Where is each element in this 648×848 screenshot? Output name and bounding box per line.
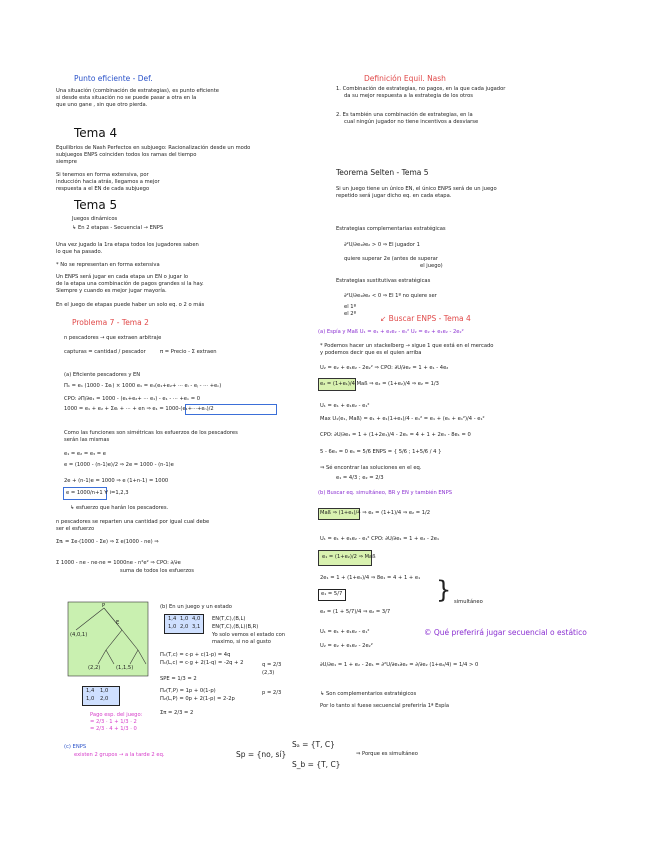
matrix-cell: 1,4 [86,688,95,694]
text-line: el juego) [420,263,443,269]
text-line: el 1º [344,304,357,310]
heading-problema-7: Problema 7 - Tema 2 [72,318,149,327]
heading-definicion-nash: Definición Equil. Nash [364,74,446,83]
text-line: y podemos decir que es el quien arriba [320,350,422,356]
eq-line: ⇒ Sé encontrar las soluciones en el eq. [320,465,422,471]
eq-line: Como las funciones son simétricas los esfuerzos de los pescadores [64,430,238,436]
text-line: siempre [56,159,77,165]
tree-node-label: P [102,603,106,609]
text-line: Sₐ = {T, C} [292,740,335,749]
text-line: quiere superar 2e (antes de superar [344,256,438,262]
eq-line: e₂ = (1+e₁)/4 Maß ⇒ e₂ = (1+e₂)/4 ⇒ e₂ = 1/3 [320,381,439,387]
text-line: inducción hacia atrás, llegamos a mejor [56,179,160,185]
tree-payoff: (1,1,5) [116,665,134,671]
eq-line: ∂²U/∂e₁∂e₂ < 0 ⇒ El 1º no quiere ser [344,293,437,299]
eq-line: CPO: ∂U/∂e₁ = 1 + (1+2e₁)/4 - 2e₁ = 4 + 1 + 2e₁ - 8e₁ = 0 [320,432,471,438]
eq-line: Π₁(T,c) = c·p + c(1-p) = 4q [160,652,231,658]
text-line: Si tenemos en forma extensiva, por [56,172,149,178]
eq-line: 2e₁ = 1 + (1+e₁)/4 ⇒ 8e₁ = 4 + 1 + e₁ [320,575,421,581]
eq-line: serán las mismas [64,437,110,443]
eq-line: 2e + (n-1)e = 1000 ⇒ e (1+n-1) = 1000 [64,478,169,484]
eq-line: CPO: ∂Π/∂e₁ = 1000 - (e₁+e₂+ ··· e₁) - e₁ - ··· +eₙ = 0 [64,396,200,402]
text-line: da su mejor respuesta a la estrategia de los otros [344,93,473,99]
tree-payoff: (2,2) [88,665,101,671]
payoff-note: Pago esp. del juego: [90,712,143,718]
eq-line: Σπᵢ = Σe·(1000 - Σe) ⇒ Σ e(1000 - ne) ⇒ [56,539,159,545]
eq-line: 1000 = e₁ + e₂ + Σeᵢ + ··· + en ⇒ e₁ = 1000-(e₁+···+eₙ)/2 [64,406,214,412]
brace-glyph: } [436,576,452,604]
eq-line: U₂ = e₂ + e₁e₂ - 2e₂² ⇒ CPO: ∂U/∂e₂ = 1 + e₁ - 4e₂ [320,365,449,371]
eq-line: U₁ = e₁ + e₁e₂ - e₁² [320,403,370,409]
eq-line: e₁ = e₂ = e₃ = e [64,451,106,457]
text-line: cual ningún jugador no tiene incentivos a desviarse [344,119,479,125]
payoff-note: = 2/3 · 1 + 1/3 · 2 [90,719,137,725]
matrix-cell: 1,4 [168,616,177,622]
eq-line: suma de todos los esfuerzos [120,568,194,574]
text-line: Equilibrios de Nash Perfectos en subjuego: Racionalización desde un modo [56,145,251,151]
text-line: el 2º [344,311,357,317]
eq-line: ∂²U/∂e₁∂e₂ > 0 ⇒ El jugador 1 [344,242,420,248]
matrix-cell: 1,0 [86,696,95,702]
eq-line: e = (1000 - (n-1)e)/2 ⇒ 2e = 1000 - (n-1)e [64,462,174,468]
eq-line: (2,3) [262,670,275,676]
eq-line: Σ 1000 - ne - ne·ne = 1000ne - n²e² ⇒ CPO: ∂/∂e [56,560,181,566]
text-line: © Qué preferirá jugar secuencial o estático [424,628,587,637]
matrix-cell: 2,0 [100,696,109,702]
heading-buscar-enps: ↙ Buscar ENPS - Tema 4 [380,314,471,323]
tree-payoff: (4,0,1) [70,632,88,638]
text-line: Por lo tanto si fuese secuencial preferiría 1ª Espía [320,703,450,709]
eq-line: ser el esfuerzo [56,526,95,532]
text-line: * Podemos hacer un stackelberg → sigue 1 que está en el mercado [320,343,494,349]
eq-line: ∂U/∂e₁ = 1 + e₂ - 2e₁ = ∂²U/∂e₁∂e₂ = ∂/∂e₂ (1+e₂/4) = 1/4 > 0 [320,662,479,668]
text-line: (a) Eficiente pescadores y EN [64,372,141,378]
eq-line: U₁ = e₁ + e₁e₂ - e₁² [320,629,370,635]
eq-line: Maß ⇒ (1+e₁)/4 ⇒ e₂ = (1+1)/4 ⇒ e₂ = 1/2 [320,510,431,516]
text-line: (c) ENPS [64,744,87,750]
text-line: π = Precio - Σ extraen [160,349,217,355]
text-line: Yo solo vemos el estado con [212,632,286,638]
text-line: Siempre y cuando es mejor jugar mayoría. [56,288,167,294]
text-line: maximo, si no al gusto [212,639,271,645]
eq-line: 5 - 6e₁ = 0 e₁ = 5/6 ENPS = { 5/6 ; 1+5/6 / 4 } [320,449,442,455]
matrix-cell: 1,0 [100,688,109,694]
matrix-cell: 1,0 [168,624,177,630]
eq-line: Σπ = 2/3 = 2 [160,710,194,716]
tree-node-label: E [116,620,120,626]
eq-line: ↳ esfuerzo que harán los pescadores. [70,505,169,511]
eq-line: p = 2/3 [262,690,282,696]
text-line: subjuegos ENPS coinciden todos los ramas del tiempo [56,152,197,158]
matrix-cell: 1,0 [180,616,189,622]
text-line: simultáneo [454,599,483,605]
eq-line: n pescadores se reparten una cantidad por igual cual debe [56,519,210,525]
matrix-cell: 4,0 [192,616,201,622]
eq-line: Max U₁(e₁, Maß) = e₁ + e₁(1+e₁)/4 - e₁² = e₁ + (e₁ + e₁²)/4 - e₁² [320,416,485,422]
text-line: EN(T,C),(B,L)(B,R) [212,624,259,630]
text-line: si desde esta situación no se puede pasar a otra en la [56,95,197,101]
text-line: Una vez jugado la 1ra etapa todos los jugadores saben [56,242,199,248]
text-line: Juegos dinámicos [72,216,118,222]
payoff-note: = 2/3 · 4 + 1/3 · 0 [90,726,137,732]
text-line: existen 2 grupos → a la tarde 2 eq. [74,752,165,758]
text-line: EN(T,C),(B,L) [212,616,246,622]
text-line: ⇒ Porque es simultáneo [356,751,418,757]
text-line: ↳ Son complementarios estratégicos [320,691,417,697]
text-line: Estrategias sustitutivas estratégicas [336,278,431,284]
text-line: Una situación (combinación de estrategias), es punto eficiente [56,88,219,94]
text-line: S_b = {T, C} [292,760,341,769]
text-line: Sp = {no, sí} [236,750,287,759]
eq-line: U₂ = e₂ + e₁e₂ - 2e₂² [320,643,373,649]
text-line: de la etapa una combinación de pagos grandes si la hay. [56,281,204,287]
eq-line: Π₁(L,c) = c·g + 2(1-q) = -2q + 2 [160,660,244,666]
text-line: Un ENPS será jugar en cada etapa un EN o jugar lo [56,274,189,280]
text-line: (a) Espía y Maß U₁ = e₁ + e₁e₂ - e₁² U₂ = e₂ + e₁e₂ - 2e₂² [318,329,464,335]
eq-line: Π₂(L,P) = 0p + 2(1-p) = 2-2p [160,696,235,702]
eq-line: e₁ = 4/3 ; e₂ = 2/3 [336,475,384,481]
text-line: (b) En un juego y un estado [160,604,232,610]
matrix-cell: 2,0 [180,624,189,630]
text-line: Estrategias complementarias estratégicas [336,226,446,232]
eq-line: e₁ = 5/7 [321,591,343,597]
text-line: ↳ En 2 etapas - Secuencial → ENPS [72,225,164,231]
text-line: repetido será jugar dicho eq. en cada etapa. [336,193,452,199]
text-line: 2. Es también una combinación de estrategias, en la [336,112,473,118]
eq-line: e = 1000/n+1 ∀ i=1,2,3 [66,490,129,496]
text-line: 1. Combinación de estrategias, no pagos, en la que cada jugador [336,86,506,92]
eq-line: e₂ = (1 + 5/7)/4 ⇒ e₂ = 3/7 [320,609,391,615]
text-line: Si un juego tiene un único EN, el único ENPS será de un juego [336,186,497,192]
text-line: respuesta a el EN de cada subjuego [56,186,150,192]
eq-line: Π₁ = e₁ (1000 - Σeᵢ) × 1000 e₁ = e₁(e₁+e₂+ ··· eᵢ - eⱼ - ··· +eₙ) [64,383,222,389]
heading-punto-eficiente: Punto eficiente - Def. [74,74,153,83]
text-line: En el juego de etapas puede haber un solo eq. o 2 o más [56,302,205,308]
heading-tema-5: Tema 5 [74,198,118,212]
matrix-cell: 3,1 [192,624,201,630]
text-line: * No se representan en forma extensiva [56,262,160,268]
eq-line: U₁ = e₁ + e₁e₂ - e₁² CPO: ∂U/∂e₁ = 1 + e₂ - 2e₁ [320,536,440,542]
eq-line: q = 2/3 [262,662,282,668]
heading-tema-4: Tema 4 [74,126,118,140]
eq-line: e₁ = (1+e₂)/2 ⇒ Maß [322,554,376,560]
text-line: lo que ha pasado. [56,249,103,255]
text-line: (b) Buscar eq. simultáneo, BR y EN y también ENPS [318,490,452,496]
eq-line: SPE = 1/3 = 2 [160,676,197,682]
text-line: n pescadores → que extraen arbitraje [64,335,162,341]
heading-teorema-selten: Teorema Selten - Tema 5 [336,168,429,177]
text-line: que uno gane , sin que otro pierda. [56,102,148,108]
eq-line: Π₂(T,P) = 1p + 0(1-p) [160,688,216,694]
text-line: capturas = cantidad / pescador [64,349,146,355]
